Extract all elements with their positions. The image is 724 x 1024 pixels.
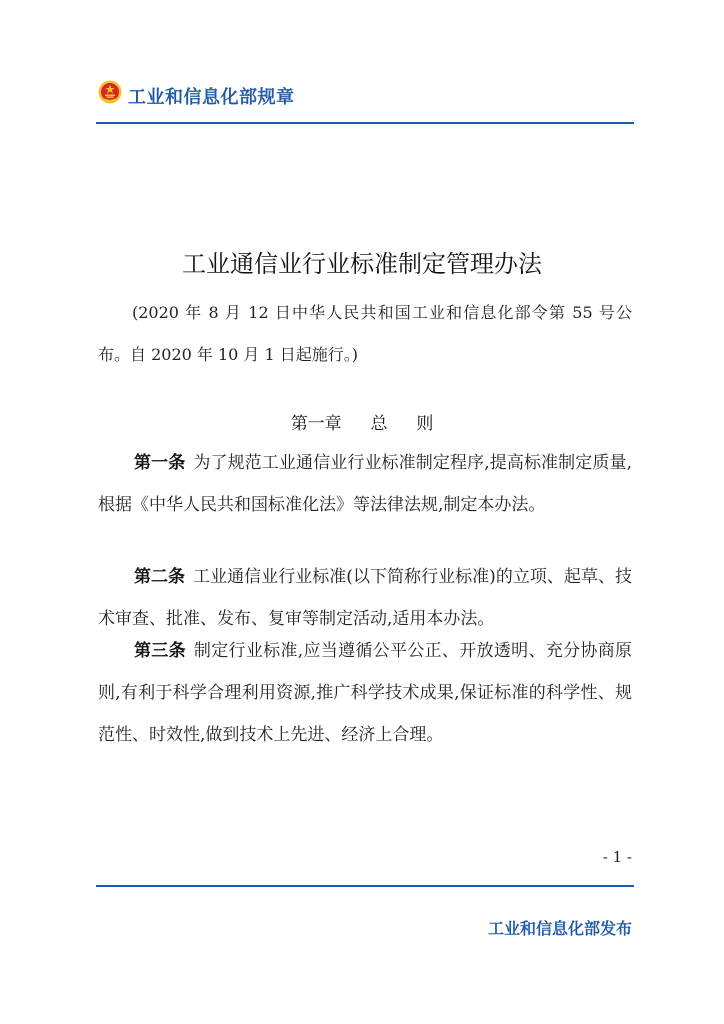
article-3 (98, 630, 632, 756)
national-emblem-icon (98, 80, 122, 104)
chapter-number: 第一章 (290, 414, 342, 434)
chapter-title-word2: 则 (416, 414, 434, 434)
footer-divider (96, 885, 634, 887)
footer-publisher: 工业和信息化部发布 (487, 919, 632, 938)
article-label: 第二条 (134, 567, 186, 587)
document-title: 工业通信业行业标准制定管理办法 (182, 250, 542, 278)
article-text: 制定行业标准,应当遵循公平公正、开放透明、充分协商原则,有利于科学合理利用资源,推广科学技术成果,保证标准的科学性、规范性、时效性,做到技术上先进、经济上合理。 (98, 641, 632, 745)
header-title: 工业和信息化部规章 (128, 87, 295, 108)
article-text: 工业通信业行业标准(以下简称行业标准)的立项、起草、技术审查、批准、发布、复审等制定活动,适用本办法。 (98, 567, 633, 629)
chapter-heading (0, 409, 724, 434)
chapter-title-word1: 总 (370, 414, 388, 434)
article-label: 第一条 (134, 453, 186, 473)
page-number: - 1 - (602, 848, 632, 866)
article-text: 为了规范工业通信业行业标准制定程序,提高标准制定质量,根据《中华人民共和国标准化法》等法律法规,制定本办法。 (98, 453, 633, 515)
article-1 (98, 442, 632, 526)
publication-note: (2020 年 8 月 12 日中华人民共和国工业和信息化部令第 55 号公布。自 2020 年 10 月 1 日起施行。) (98, 303, 632, 364)
article-label: 第三条 (134, 641, 186, 661)
page-header (96, 78, 634, 124)
article-2 (98, 556, 632, 640)
